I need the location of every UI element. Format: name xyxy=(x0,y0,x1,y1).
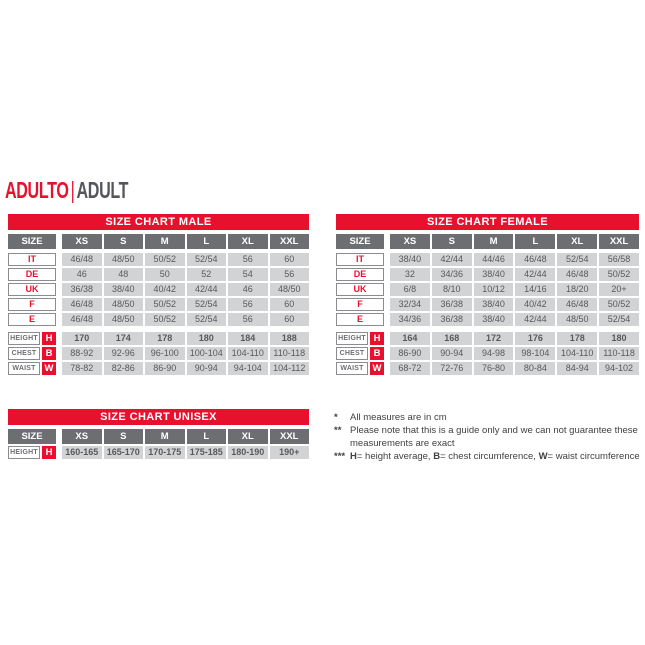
measure-name: HEIGHT xyxy=(336,332,368,345)
value-cell: 42/44 xyxy=(432,253,472,266)
row-label: F xyxy=(8,298,56,311)
measure-badge: H xyxy=(370,332,384,345)
column-header-cell: XL xyxy=(228,234,268,249)
value-cell: 76-80 xyxy=(474,362,514,375)
row-label: UK xyxy=(336,283,384,296)
value-cell: 52 xyxy=(187,268,227,281)
size-row xyxy=(336,283,639,296)
value-cell: 172 xyxy=(474,332,514,345)
note-text xyxy=(350,411,644,424)
value-cell: 48/50 xyxy=(557,313,597,326)
value-cell: 38/40 xyxy=(104,283,144,296)
value-cell: 6/8 xyxy=(390,283,430,296)
note-segment: Please note that this is a guide only and we can not guarantee these measurements are exact xyxy=(350,425,638,449)
value-cell: 60 xyxy=(270,313,310,326)
value-cell: 56 xyxy=(228,313,268,326)
measure-row xyxy=(336,347,639,360)
value-cell: 48/50 xyxy=(104,253,144,266)
measure-label-group xyxy=(8,362,56,375)
value-cell: 8/10 xyxy=(432,283,472,296)
size-chart-male-table xyxy=(8,214,309,375)
value-cell: 38/40 xyxy=(474,313,514,326)
value-cell: 48/50 xyxy=(104,298,144,311)
value-cell: 110-118 xyxy=(270,347,310,360)
measure-row xyxy=(336,362,639,375)
value-cell: 46/48 xyxy=(557,268,597,281)
note-item xyxy=(334,424,644,450)
value-cell: 14/16 xyxy=(515,283,555,296)
value-cell: 72-76 xyxy=(432,362,472,375)
value-cell: 20+ xyxy=(599,283,639,296)
size-row xyxy=(8,313,309,326)
value-cell: 50 xyxy=(145,268,185,281)
size-chart-unisex-table xyxy=(8,409,309,459)
row-label: IT xyxy=(336,253,384,266)
value-cell: 60 xyxy=(270,298,310,311)
column-header-cell: S xyxy=(104,234,144,249)
value-cell: 96-100 xyxy=(145,347,185,360)
row-label: IT xyxy=(8,253,56,266)
value-cell: 175-185 xyxy=(187,446,227,459)
value-cell: 32 xyxy=(390,268,430,281)
value-cell: 82-86 xyxy=(104,362,144,375)
column-header-cell: XL xyxy=(557,234,597,249)
measure-label-group xyxy=(8,332,56,345)
value-cell: 84-94 xyxy=(557,362,597,375)
measure-badge: H xyxy=(42,446,56,459)
value-cell: 86-90 xyxy=(145,362,185,375)
value-cell: 188 xyxy=(270,332,310,345)
size-row xyxy=(8,253,309,266)
value-cell: 104-110 xyxy=(228,347,268,360)
value-cell: 46 xyxy=(228,283,268,296)
value-cell: 52/54 xyxy=(187,253,227,266)
value-cell: 52/54 xyxy=(187,313,227,326)
column-header-row xyxy=(336,234,639,249)
value-cell: 46 xyxy=(62,268,102,281)
value-cell: 18/20 xyxy=(557,283,597,296)
row-label: DE xyxy=(8,268,56,281)
note-marker: *** xyxy=(334,451,346,462)
value-cell: 48/50 xyxy=(270,283,310,296)
value-cell: 38/40 xyxy=(474,298,514,311)
value-cell: 90-94 xyxy=(432,347,472,360)
column-header-row xyxy=(8,429,309,444)
measure-label-group xyxy=(336,347,384,360)
measure-row xyxy=(8,362,309,375)
page-title-secondary: ADULT xyxy=(76,177,129,203)
table-title: SIZE CHART UNISEX xyxy=(8,409,309,425)
value-cell: 160-165 xyxy=(62,446,102,459)
value-cell: 56/58 xyxy=(599,253,639,266)
measure-badge: W xyxy=(42,362,56,375)
measure-name: WAIST xyxy=(336,362,368,375)
column-header-cell: XXL xyxy=(270,429,310,444)
note-segment: = height average, xyxy=(356,451,434,462)
note-text xyxy=(350,424,644,450)
measure-badge: W xyxy=(370,362,384,375)
column-header-cell: S xyxy=(432,234,472,249)
note-marker: * xyxy=(334,412,338,423)
value-cell: 48/50 xyxy=(104,313,144,326)
measure-name: HEIGHT xyxy=(8,332,40,345)
value-cell: 52/54 xyxy=(187,298,227,311)
row-label: UK xyxy=(8,283,56,296)
value-cell: 42/44 xyxy=(515,268,555,281)
value-cell: 46/48 xyxy=(62,313,102,326)
value-cell: 176 xyxy=(515,332,555,345)
column-header-cell: L xyxy=(515,234,555,249)
value-cell: 56 xyxy=(228,298,268,311)
value-cell: 100-104 xyxy=(187,347,227,360)
value-cell: 180 xyxy=(599,332,639,345)
size-row xyxy=(336,313,639,326)
column-header-cell: XXL xyxy=(599,234,639,249)
value-cell: 164 xyxy=(390,332,430,345)
note-item xyxy=(334,450,644,463)
size-row xyxy=(8,283,309,296)
value-cell: 168 xyxy=(432,332,472,345)
note-segment: = waist circumference xyxy=(547,451,640,462)
value-cell: 46/48 xyxy=(557,298,597,311)
row-label: E xyxy=(336,313,384,326)
value-cell: 44/46 xyxy=(474,253,514,266)
column-header-cell: XS xyxy=(390,234,430,249)
measure-row xyxy=(8,446,309,459)
measure-row xyxy=(336,332,639,345)
note-item xyxy=(334,411,644,424)
column-header-cell: S xyxy=(104,429,144,444)
value-cell: 180 xyxy=(187,332,227,345)
note-text xyxy=(350,450,644,463)
measure-name: HEIGHT xyxy=(8,446,40,459)
measure-name: CHEST xyxy=(8,347,40,360)
measure-label-group xyxy=(8,446,56,459)
value-cell: 80-84 xyxy=(515,362,555,375)
value-cell: 52/54 xyxy=(557,253,597,266)
value-cell: 92-96 xyxy=(104,347,144,360)
value-cell: 40/42 xyxy=(145,283,185,296)
size-row xyxy=(336,253,639,266)
table-title: SIZE CHART FEMALE xyxy=(336,214,639,230)
size-header-cell: SIZE xyxy=(8,429,56,444)
page-title-primary: ADULTO xyxy=(5,177,69,203)
row-label: DE xyxy=(336,268,384,281)
value-cell: 104-112 xyxy=(270,362,310,375)
size-row xyxy=(8,298,309,311)
note-bold-term: H xyxy=(350,451,357,462)
size-row xyxy=(336,268,639,281)
note-bold-term: B xyxy=(433,451,441,462)
measure-label-group xyxy=(336,332,384,345)
table-title: SIZE CHART MALE xyxy=(8,214,309,230)
value-cell: 90-94 xyxy=(187,362,227,375)
value-cell: 165-170 xyxy=(104,446,144,459)
value-cell: 78-82 xyxy=(62,362,102,375)
measure-name: CHEST xyxy=(336,347,368,360)
value-cell: 54 xyxy=(228,268,268,281)
value-cell: 68-72 xyxy=(390,362,430,375)
column-header-row xyxy=(8,234,309,249)
value-cell: 36/38 xyxy=(432,298,472,311)
value-cell: 94-104 xyxy=(228,362,268,375)
value-cell: 178 xyxy=(557,332,597,345)
value-cell: 50/52 xyxy=(599,268,639,281)
measure-label-group xyxy=(8,347,56,360)
measure-row xyxy=(8,332,309,345)
size-header-cell: SIZE xyxy=(336,234,384,249)
value-cell: 50/52 xyxy=(145,253,185,266)
page-title xyxy=(5,179,128,202)
value-cell: 190+ xyxy=(270,446,310,459)
page-title-separator: | xyxy=(70,177,75,203)
measure-name: WAIST xyxy=(8,362,40,375)
value-cell: 104-110 xyxy=(557,347,597,360)
column-header-cell: XS xyxy=(62,234,102,249)
note-bold-term: W xyxy=(538,451,548,462)
value-cell: 36/38 xyxy=(62,283,102,296)
row-label: F xyxy=(336,298,384,311)
value-cell: 98-104 xyxy=(515,347,555,360)
size-header-cell: SIZE xyxy=(8,234,56,249)
value-cell: 56 xyxy=(228,253,268,266)
value-cell: 34/36 xyxy=(390,313,430,326)
value-cell: 46/48 xyxy=(62,253,102,266)
value-cell: 88-92 xyxy=(62,347,102,360)
column-header-cell: L xyxy=(187,234,227,249)
value-cell: 170 xyxy=(62,332,102,345)
value-cell: 50/52 xyxy=(599,298,639,311)
value-cell: 40/42 xyxy=(515,298,555,311)
note-segment: All measures are in cm xyxy=(350,412,447,423)
measure-badge: B xyxy=(370,347,384,360)
value-cell: 50/52 xyxy=(145,298,185,311)
measure-badge: B xyxy=(42,347,56,360)
value-cell: 46/48 xyxy=(515,253,555,266)
column-header-cell: XS xyxy=(62,429,102,444)
measure-badge: H xyxy=(42,332,56,345)
value-cell: 174 xyxy=(104,332,144,345)
value-cell: 48 xyxy=(104,268,144,281)
column-header-cell: M xyxy=(474,234,514,249)
value-cell: 42/44 xyxy=(187,283,227,296)
column-header-cell: XXL xyxy=(270,234,310,249)
column-header-cell: M xyxy=(145,234,185,249)
note-marker: ** xyxy=(334,425,342,436)
value-cell: 38/40 xyxy=(390,253,430,266)
value-cell: 42/44 xyxy=(515,313,555,326)
column-header-cell: XL xyxy=(228,429,268,444)
value-cell: 34/36 xyxy=(432,268,472,281)
note-segment: = chest circumference, xyxy=(440,451,539,462)
value-cell: 50/52 xyxy=(145,313,185,326)
value-cell: 110-118 xyxy=(599,347,639,360)
value-cell: 94-98 xyxy=(474,347,514,360)
value-cell: 38/40 xyxy=(474,268,514,281)
value-cell: 46/48 xyxy=(62,298,102,311)
value-cell: 178 xyxy=(145,332,185,345)
size-row xyxy=(8,268,309,281)
value-cell: 184 xyxy=(228,332,268,345)
measure-label-group xyxy=(336,362,384,375)
value-cell: 32/34 xyxy=(390,298,430,311)
size-row xyxy=(336,298,639,311)
column-header-cell: L xyxy=(187,429,227,444)
value-cell: 180-190 xyxy=(228,446,268,459)
value-cell: 36/38 xyxy=(432,313,472,326)
value-cell: 170-175 xyxy=(145,446,185,459)
measure-row xyxy=(8,347,309,360)
value-cell: 94-102 xyxy=(599,362,639,375)
value-cell: 86-90 xyxy=(390,347,430,360)
value-cell: 10/12 xyxy=(474,283,514,296)
row-label: E xyxy=(8,313,56,326)
value-cell: 52/54 xyxy=(599,313,639,326)
footnotes xyxy=(334,411,644,463)
value-cell: 60 xyxy=(270,253,310,266)
value-cell: 56 xyxy=(270,268,310,281)
column-header-cell: M xyxy=(145,429,185,444)
size-chart-female-table xyxy=(336,214,639,375)
